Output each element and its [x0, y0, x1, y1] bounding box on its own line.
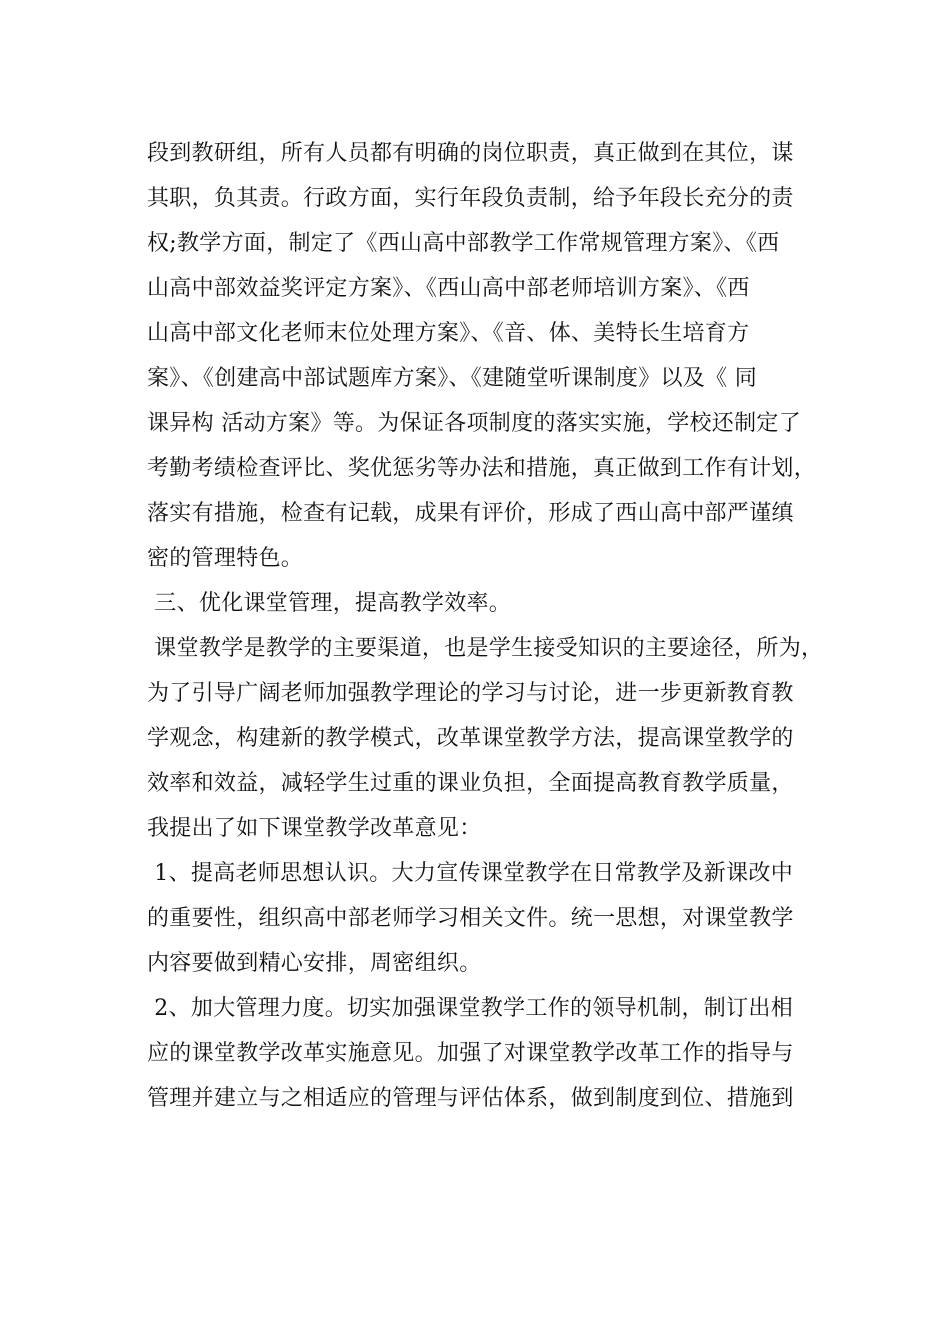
text-line: 段到教研组，所有人员都有明确的岗位职责，真正做到在其位，谋	[147, 141, 794, 166]
list-item-2: 2、加大管理力度。切实加强课堂教学工作的领导机制，制订出相	[147, 996, 793, 1021]
text-line: 的重要性，组织高中部老师学习相关文件。统一思想，对课堂教学	[147, 906, 794, 931]
text-line: 权;教学方面，制定了《西山高中部教学工作常规管理方案》、《西	[147, 231, 780, 256]
text-line: 山高中部效益奖评定方案》、《西山高中部老师培训方案》、《西	[147, 276, 750, 301]
text-line: 课堂教学是教学的主要渠道，也是学生接受知识的主要途径，所为，	[147, 636, 824, 661]
text-line: 为了引导广阔老师加强教学理论的学习与讨论，进一步更新教育教	[147, 681, 794, 706]
text-line: 应的课堂教学改革实施意见。加强了对课堂教学改革工作的指导与	[147, 1041, 794, 1066]
text-line: 学观念，构建新的教学模式，改革课堂教学方法，提高课堂教学的	[147, 726, 794, 751]
text-line: 我提出了如下课堂教学改革意见：	[147, 816, 482, 841]
text-line: 山高中部文化老师末位处理方案》、《音、体、美特长生培育方	[147, 321, 750, 346]
text-line: 效率和效益，减轻学生过重的课业负担，全面提高教育教学质量，	[147, 771, 794, 796]
text-line: 案》、《创建高中部试题库方案》、《建随堂听课制度》以及《 同	[147, 366, 757, 391]
text-line: 考勤考绩检查评比、奖优惩劣等办法和措施，真正做到工作有计划，	[147, 456, 817, 481]
text-line: 其职，负其责。行政方面，实行年段负责制，给予年段长充分的责	[147, 186, 794, 211]
section-heading: 三、优化课堂管理，提高教学效率。	[147, 591, 512, 616]
text-line: 密的管理特色。	[147, 546, 304, 571]
text-line: 内容要做到精心安排，周密组织。	[147, 951, 482, 976]
list-item-1: 1、提高老师思想认识。大力宣传课堂教学在日常教学及新课改中	[147, 861, 793, 886]
text-line: 管理并建立与之相适应的管理与评估体系，做到制度到位、措施到	[147, 1086, 794, 1111]
body-text	[147, 131, 827, 1121]
text-line: 课异构 活动方案》等。为保证各项制度的落实实施，学校还制定了	[147, 411, 801, 436]
text-line: 落实有措施，检查有记载，成果有评价，形成了西山高中部严谨缜	[147, 501, 794, 526]
